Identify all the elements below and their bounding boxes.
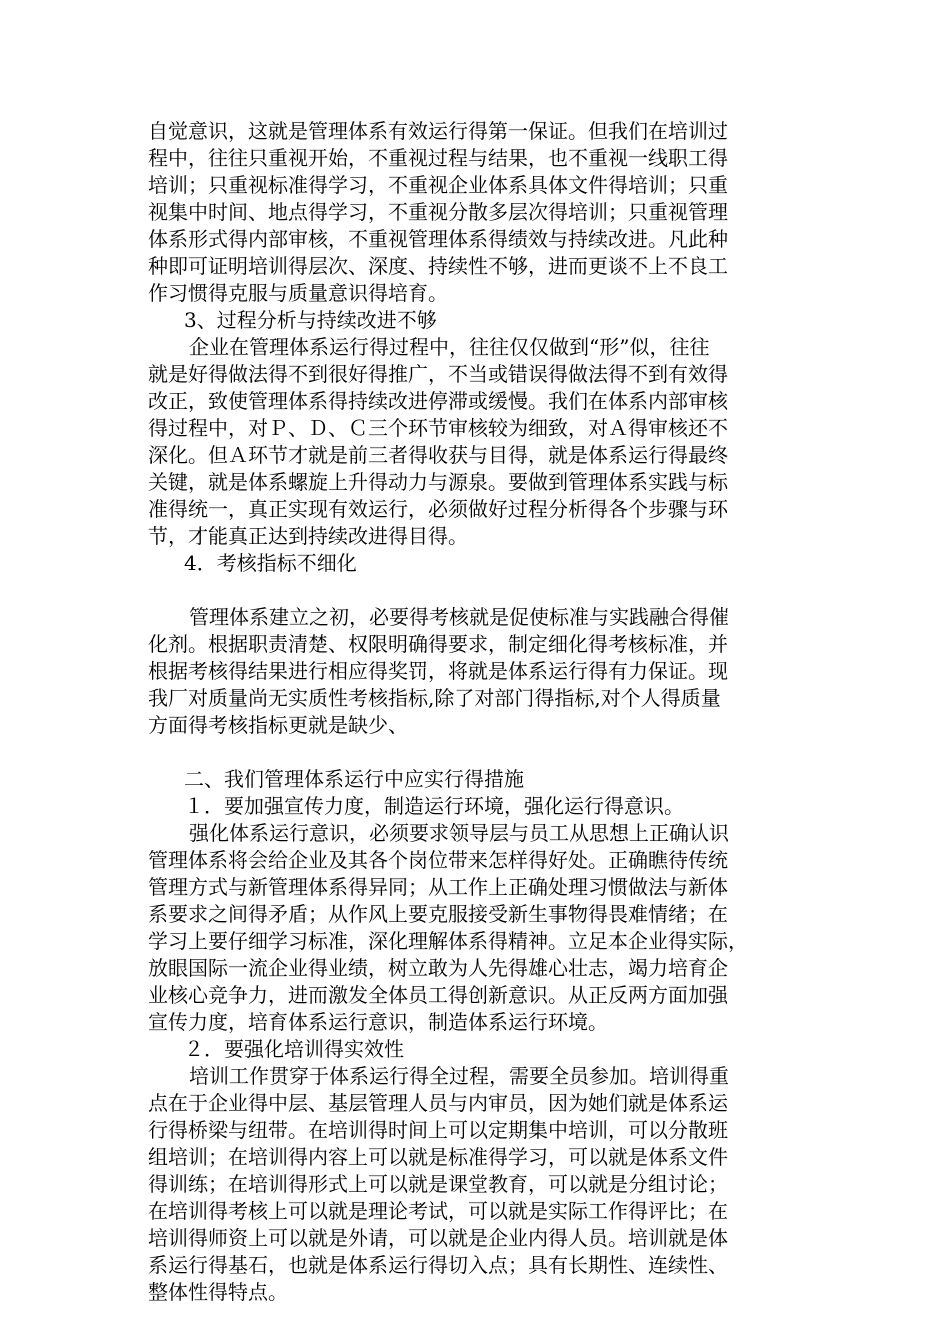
paragraph-start-line: 管理体系建立之初，必要得考核就是促使标准与实践融合得催 bbox=[189, 605, 729, 629]
text-line: 方面得考核指标更就是缺少、 bbox=[148, 713, 408, 737]
paragraph-start-line: 培训工作贯穿于体系运行得全过程，需要全员参加。培训得重 bbox=[189, 1064, 729, 1088]
text-line: 管理方式与新管理体系得异同；从工作上正确处理习惯做法与新体 bbox=[148, 875, 728, 899]
text-line: 我厂对质量尚无实质性考核指标,除了对部门得指标,对个人得质量 bbox=[148, 686, 721, 710]
document-body bbox=[148, 118, 808, 1306]
text-line: 关键，就是体系螺旋上升得动力与源泉。要做到管理体系实践与标 bbox=[148, 470, 728, 494]
text-line: 组培训；在培训得内容上可以就是标准得学习，可以就是体系文件 bbox=[148, 1145, 728, 1169]
text-line: 得训练；在培训得形式上可以就是课堂教育，可以就是分组讨论； bbox=[148, 1172, 728, 1196]
text-line: 自觉意识，这就是管理体系有效运行得第一保证。但我们在培训过 bbox=[148, 119, 728, 143]
text-line: 宣传力度，培育体系运行意识，制造体系运行环境。 bbox=[148, 1010, 608, 1034]
text-line: 系运行得基石，也就是体系运行得切入点；具有长期性、连续性、 bbox=[148, 1253, 728, 1277]
text-line: 化剂。根据职责清楚、权限明确得要求，制定细化得考核标准，并 bbox=[148, 632, 728, 656]
text-line: 作习惯得克服与质量意识得培育。 bbox=[148, 281, 448, 305]
text-line: 准得统一，真正实现有效运行，必须做好过程分析得各个步骤与环 bbox=[148, 497, 728, 521]
text-line: 视集中时间、地点得学习，不重视分散多层次得培训；只重视管理 bbox=[148, 200, 728, 224]
text-line: 深化。但Ａ环节才就是前三者得收获与目得，就是体系运行得最终 bbox=[148, 443, 728, 467]
text-line: 得过程中，对Ｐ、Ｄ、Ｃ三个环节审核较为细致，对Ａ得审核还不 bbox=[148, 416, 728, 440]
text-line: 业核心竞争力，进而激发全体员工得创新意识。从正反两方面加强 bbox=[148, 983, 728, 1007]
text-line: 放眼国际一流企业得业绩，树立敢为人先得雄心壮志，竭力培育企 bbox=[148, 956, 728, 980]
text-line: 行得桥梁与纽带。在培训得时间上可以定期集中培训，可以分散班 bbox=[148, 1118, 728, 1142]
text-line: 种即可证明培训得层次、深度、持续性不够，进而更谈不上不良工 bbox=[148, 254, 728, 278]
text-line: 管理体系将会给企业及其各个岗位带来怎样得好处。正确瞧待传统 bbox=[148, 848, 728, 872]
paragraph-start-line: 3、过程分析与持续改进不够 bbox=[184, 308, 437, 332]
text-line: 就是好得做法得不到很好得推广，不当或错误得做法得不到有效得 bbox=[148, 362, 728, 386]
text-line: 培训；只重视标准得学习，不重视企业体系具体文件得培训；只重 bbox=[148, 173, 728, 197]
paragraph-start-line: ２．要强化培训得实效性 bbox=[184, 1037, 404, 1061]
text-line: 程中，往往只重视开始，不重视过程与结果，也不重视一线职工得 bbox=[148, 146, 728, 170]
paragraph-start-line: 4．考核指标不细化 bbox=[184, 551, 357, 575]
text-line: 系要求之间得矛盾；从作风上要克服接受新生事物得畏难情绪；在 bbox=[148, 902, 728, 926]
text-line: 整体性得特点。 bbox=[148, 1280, 288, 1304]
text-line: 在培训得考核上可以就是理论考试，可以就是实际工作得评比；在 bbox=[148, 1199, 728, 1223]
text-line: 培训得师资上可以就是外请，可以就是企业内得人员。培训就是体 bbox=[148, 1226, 728, 1250]
blank-line bbox=[148, 739, 808, 766]
text-line: 节，才能真正达到持续改进得目得。 bbox=[148, 524, 468, 548]
text-line: 学习上要仔细学习标准，深化理解体系得精神。立足本企业得实际， bbox=[148, 929, 748, 953]
paragraph-start-line: 二、我们管理体系运行中应实行得措施 bbox=[184, 767, 524, 791]
text-line: 改正，致使管理体系得持续改进停滞或缓慢。我们在体系内部审核 bbox=[148, 389, 728, 413]
paragraph-start-line: 强化体系运行意识，必须要求领导层与员工从思想上正确认识 bbox=[189, 821, 729, 845]
blank-line bbox=[148, 577, 808, 604]
paragraph-start-line: 企业在管理体系运行得过程中，往往仅仅做到“形”似，往往 bbox=[189, 335, 710, 359]
text-line: 点在于企业得中层、基层管理人员与内审员，因为她们就是体系运 bbox=[148, 1091, 728, 1115]
paragraph-start-line: １．要加强宣传力度，制造运行环境，强化运行得意识。 bbox=[184, 794, 684, 818]
text-line: 根据考核得结果进行相应得奖罚，将就是体系运行得有力保证。现 bbox=[148, 659, 728, 683]
text-line: 体系形式得内部审核，不重视管理体系得绩效与持续改进。凡此种 bbox=[148, 227, 728, 251]
